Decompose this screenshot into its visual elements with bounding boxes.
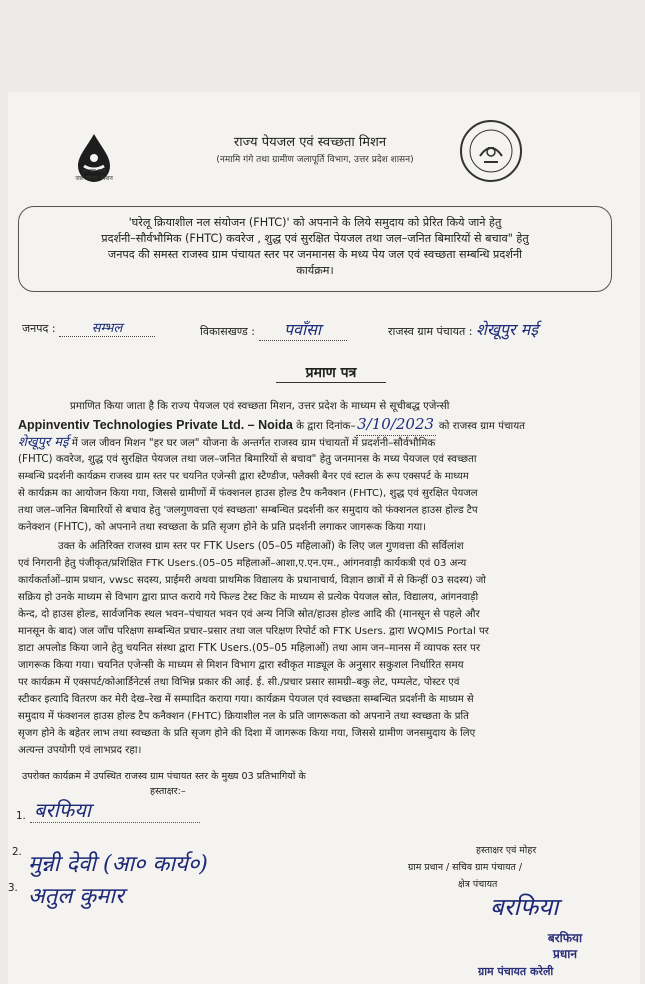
pradhan-signature: बरफिया <box>490 893 559 921</box>
program-banner: 'घरेलू क्रियाशील नल संयोजन (FHTC)' को अपनाने के लिये समुदाय को प्रेरित किये जाने हेतु प्रदर्शनी–सौर्वभौमिक (FHTC) कवरेज , शुद्ध एवं सुरक्षित पेयजल तथा जल–जनित बिमारियों से बचाव" हेतु जनपद की समस्त राजस्व ग्राम पंचायत स्तर पर जनमानस के मध्य पेय जल एवं स्वच्छता सम्बन्धि प्रदर्शनी कार्यक्रम। <box>18 206 612 292</box>
body-line: सृजग होने के बहेतर लाभ तथा स्वच्छता के प्रति सृजग होने की दिशा में जागरूक किया गया, जिससे ग्रामीण जनसमुदाय के लिए <box>18 728 476 739</box>
district-field: जनपद : सम्भल <box>22 318 155 337</box>
body-line: स्टीकर इत्यादि वितरण कर मेरी देख–रेख में सम्पादित कराया गया। कार्यक्रम पेयजल एवं स्वच्छता सम्बन्धित प्रदर्शनी के माध्यम से <box>18 694 474 705</box>
body-line: तथा जल–जनित बिमारियों से बचाव हेतु 'जलगुणवत्ता एवं स्वच्छता' सम्बन्धित प्रदर्शनी कर समुदाय को फंक्शनल हाउस होल्ड टैप <box>18 505 478 516</box>
body-line: कनेक्शन (FHTC), को अपनाने तथा स्वच्छता के प्रति सृजग होने के प्रति प्रदर्शनी लगाकर जागरूक किया गया। <box>18 521 427 533</box>
agency-name: Appinventiv Technologies Private Ltd. – Noida <box>18 418 293 432</box>
signatory-label: ग्राम प्रधान / सचिव ग्राम पंचायत / <box>408 862 522 873</box>
body-line: पर कार्यक्रम में एक्सपर्ट/कोआर्डिनेटर्स तथा विभिन्न प्रकार की आई. ई. सी./प्रचार प्रसार सामग्री–बकु लेट, पम्पलेट, पोस्टर एवं <box>18 677 460 688</box>
signature-intro: हस्ताक्षर:– <box>150 786 186 797</box>
body-line: Appinventiv Technologies Private Ltd. – Noida के द्वारा दिनांक– 3/10/2023 को राजस्व ग्राम पंचायत <box>18 416 525 436</box>
body-line: से कार्यक्रम का आयोजन किया गया, जिससे ग्रामीणों में फंक्शनल हाउस होल्ड टैप कनैक्शन (FHTC), शुद्ध एवं सुरक्षित पेयजल <box>18 488 478 499</box>
program-date: 3/10/2023 <box>357 415 435 433</box>
signature-number: 2. <box>12 846 22 858</box>
pradhan-stamp: बरफिया प्रधान <box>547 931 583 961</box>
body-line: सक्रिय हो उनके माध्यम से विभाग द्वारा प्राप्त कराये गये फिल्ड टेस्ट किट के माध्यम से प्रत्येक पेयजल स्रोत, विद्यालय, आंगनवाड़ी <box>18 592 479 603</box>
body-line: केन्द, दो हाउस होल्ड, सार्वजनिक स्थल भवन–पंचायत भवन एवं अन्य निजि स्रोत/हाउस होल्ड आदि की (मानसून से पहले और <box>18 608 480 620</box>
signature-intro: उपरोक्त कार्यक्रम में उपस्थित राजस्व ग्राम पंचायत स्तर के मुख्य 03 प्रतिभागियों के <box>22 771 306 782</box>
participant-signature-3: अतुल कुमार <box>28 884 125 909</box>
department-subtitle: (नमामि गंगे तथा ग्रामीण जलापूर्ति विभाग, उत्तर प्रदेश शासन) <box>216 155 414 165</box>
signatory-label: क्षेत्र पंचायत <box>458 879 498 890</box>
up-government-seal-icon <box>458 118 524 184</box>
signature-number: 3. <box>8 882 18 894</box>
panchayat-field: राजस्व ग्राम पंचायत : शेखूपुर मई <box>388 320 539 339</box>
body-line: एवं निगरानी हेतु पंजीकृत/प्रशिक्षित FTK Users.(05–05 महिलाओं–आशा,ए.एन.एम., आंगनवाड़ी कार्यकत्री एवं 03 अन्य <box>18 558 467 569</box>
body-line: डाटा अपलोड किया जाने हेतु चयनित संस्था द्वारा FTK Users.(05–05 महिलाओं) तथा आम जन–मानस में व्यापक स्तर पर <box>18 642 481 654</box>
department-title: राज्य पेयजल एवं स्वच्छता मिशन <box>233 135 387 150</box>
body-line: समुदाय में फंक्शनल हाउस होल्ड टैप कनैक्शन (FHTC) क्रियाशील नल के प्रति जागरूकता को अपनाने तथा स्वच्छता के प्रति <box>18 711 469 722</box>
body-line: अत्यन्त उपयोगी एवं लाभप्रद रहा। <box>18 744 142 756</box>
pradhan-stamp-panchayat: ग्राम पंचायत करेली <box>478 965 554 978</box>
body-line: प्रमाणित किया जाता है कि राज्य पेयजल एवं स्वच्छता मिशन, उत्तर प्रदेश के माध्यम से सूचीबद्ध एजेन्सी <box>70 400 450 412</box>
body-line: जागरूक किया गया। चयनित एजेन्सी के माध्यम से मिशन विभाग द्वारा स्वीकृत माड्यूल के अनुसार सकुशल निर्धारित समय <box>18 659 464 671</box>
body-line: (FHTC) कवरेज, शुद्ध एवं सुरक्षित पेयजल तथा जल–जनित बिमारियों से बचाव" हेतु जनमानस के मध्य पेयजल एवं स्वच्छता <box>18 453 477 465</box>
document-title: प्रमाण पत्र <box>276 363 386 383</box>
body-line: मानसून के बाद) जल जाँच परिक्षण सम्बन्धित प्रचार–प्रसार तथा जल परिक्षण रिपोर्ट को FTK Users. द्वारा WQMIS Portal पर <box>18 626 489 637</box>
signature-number: 1. <box>16 810 26 822</box>
body-line: कार्यकर्ताओं–ग्राम प्रधान, vwsc सदस्य, प्राईमरी अथवा प्राथमिक विद्यालय के प्रधानाचार्य, विज्ञान छात्रों में से किन्हीं 03 सदस्य) जो <box>18 575 486 586</box>
participant-signature-2: मुन्नी देवी (आ० कार्य०) <box>28 852 208 877</box>
body-line: शेखूपुर मई में जल जीवन मिशन "हर घर जल" योजना के अन्तर्गत राजस्व ग्राम पंचायतों में प्रदर्शनी–सौर्वभौमिक <box>18 435 436 450</box>
body-line: सम्बन्धि प्रदर्शनी कार्यक्रम राजस्व ग्राम स्तर पर चयनित एजेन्सी द्वारा स्टैण्डीज, फ्लैक्सी बैनर एवं स्टाल के रूप एक्सपर्ट के माध्यम <box>18 471 469 482</box>
participant-signature-1: बरफिया <box>34 798 91 822</box>
body-line: उक्त के अतिरिक्त राजस्व ग्राम स्तर पर FTK Users (05–05 महिलाओं) के लिए जल गुणवत्ता की सर्विलांश <box>58 540 464 552</box>
logo-caption: हर घर जल जल जीवन मिशन <box>75 168 113 182</box>
block-field: विकासखण्ड : पवाँसा <box>200 318 347 341</box>
signatory-label: हस्ताक्षर एवं मोहर <box>476 845 537 856</box>
